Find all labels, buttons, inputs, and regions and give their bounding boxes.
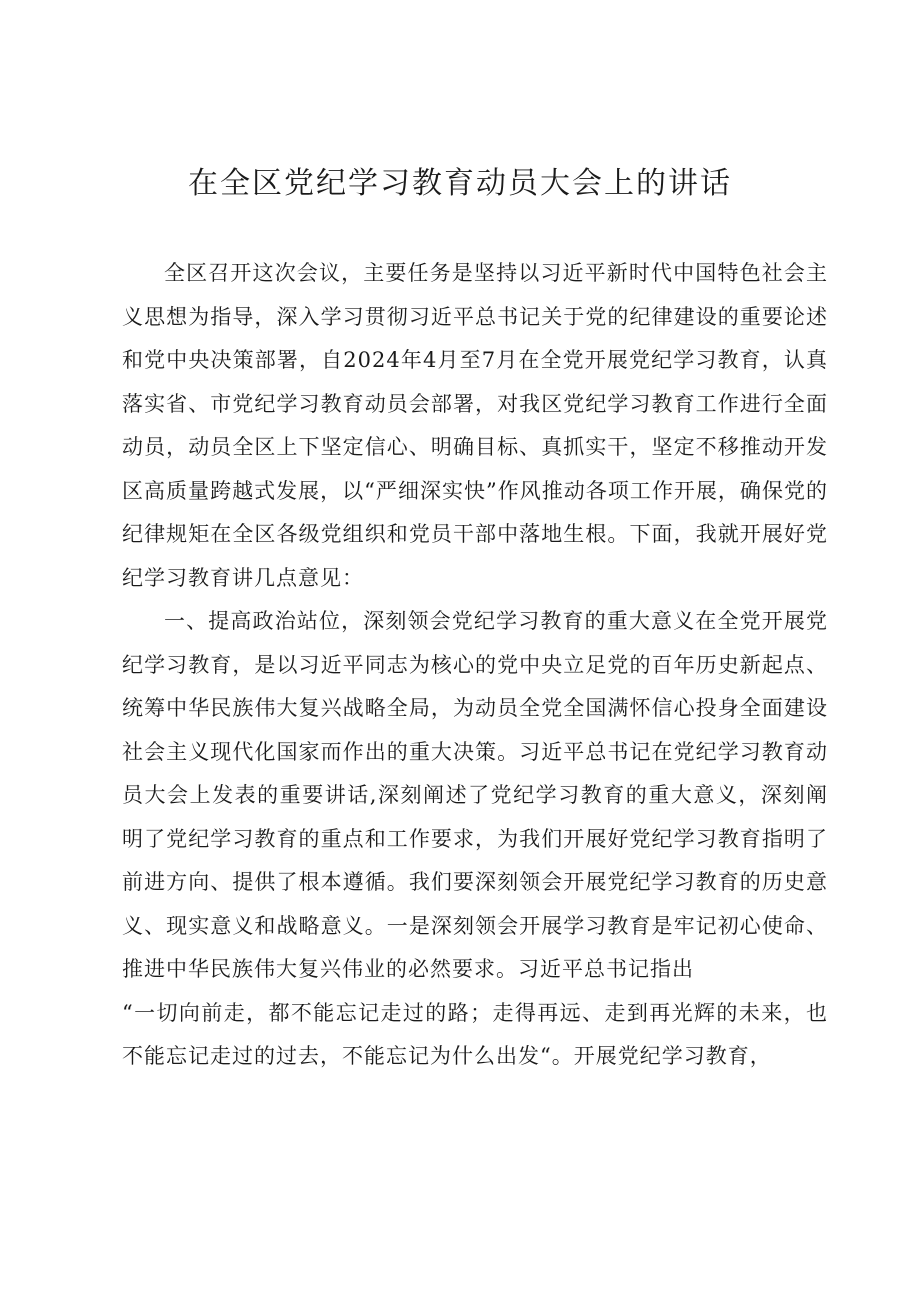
paragraph-section-one: 一、提高政治站位，深刻领会党纪学习教育的重大意义在全党开展党纪学习教育，是以习近平同志为核心的党中央立足党的百年历史新起点、统筹中华民族伟大复兴战略全局，为动员全党全国满怀信心投身全面建设社会主义现代化国家而作出的重大决策。习近平总书记在党纪学习教育动员大会上发表的重要讲话,深刻阐述了党纪学习教育的重大意义，深刻阐明了党纪学习教育的重点和工作要求，为我们开展好党纪学习教育指明了前进方向、提供了根本遵循。我们要深刻领会开展党纪学习教育的历史意义、现实意义和战略意义。一是深刻领会开展学习教育是牢记初心使命、推进中华民族伟大复兴伟业的必然要求。习近平总书记指出 <box>122 609 828 981</box>
paragraph-intro: 全区召开这次会议，主要任务是坚持以习近平新时代中国特色社会主义思想为指导，深入学习贯彻习近平总书记关于党的纪律建设的重要论述和党中央决策部署，自2024年4月至7月在全党开展党纪学习教育，认真落实省、市党纪学习教育动员会部署，对我区党纪学习教育工作进行全面动员，动员全区上下坚定信心、明确目标、真抓实干，坚定不移推动开发区高质量跨越式发展，以“严细深实快”作风推动各项工作开展，确保党的纪律规矩在全区各级党组织和党员干部中落地生根。下面，我就开展好党纪学习教育讲几点意见： <box>122 261 828 590</box>
document-body <box>122 252 828 1079</box>
document-title: 在全区党纪学习教育动员大会上的讲话 <box>188 166 732 201</box>
paragraph-quote: “一切向前走，都不能忘记走过的路；走得再远、走到再光辉的未来，也不能忘记走过的过去，不能忘记为什么出发“。开展党纪学习教育， <box>122 1000 828 1068</box>
